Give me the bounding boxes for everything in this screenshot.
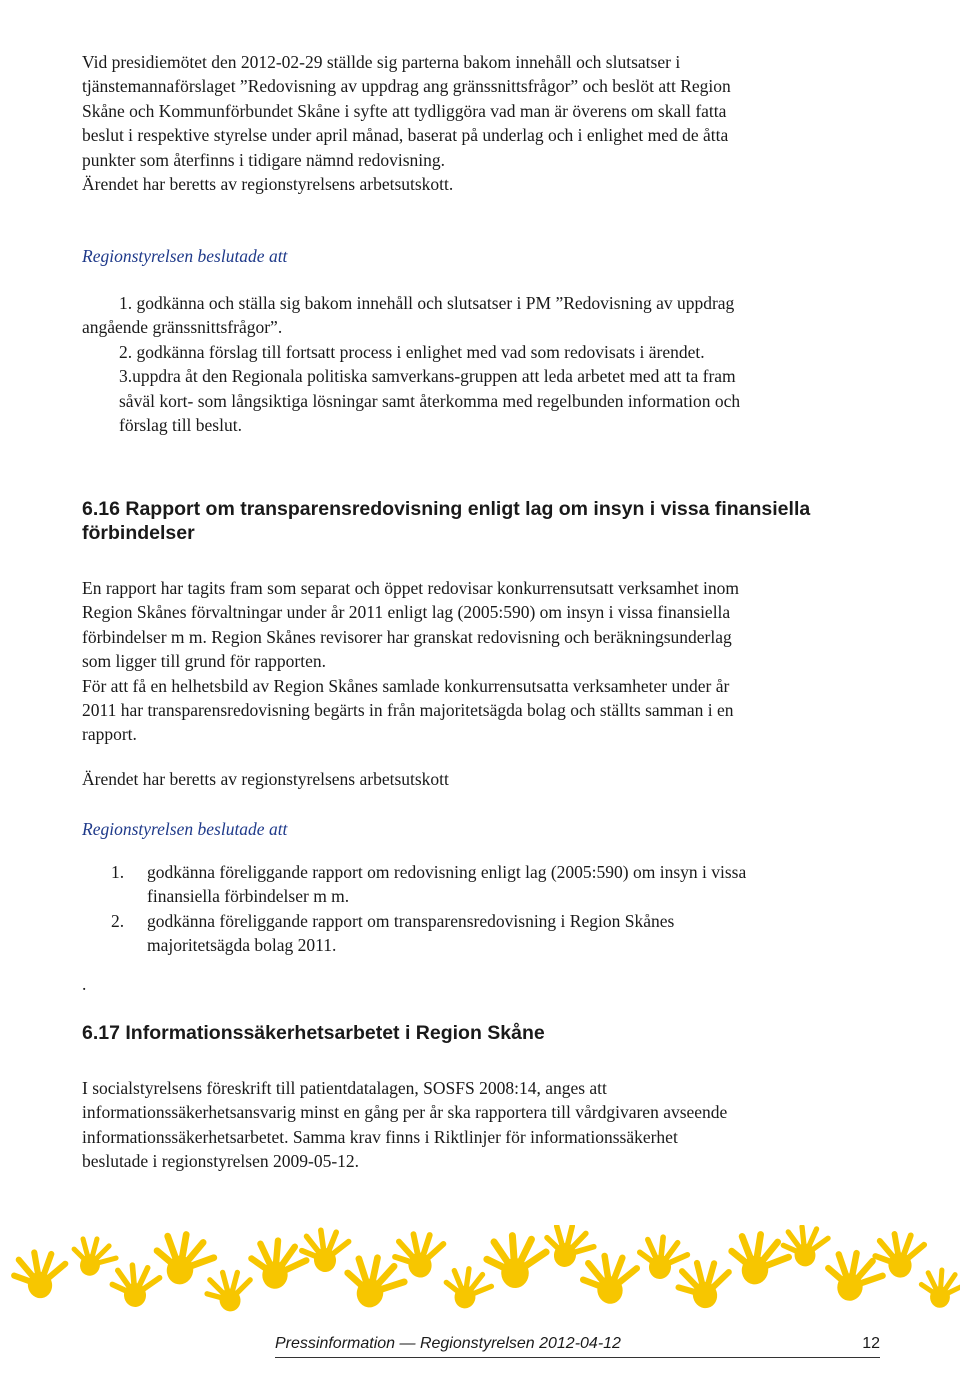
body-line: I socialstyrelsens föreskrift till patientdatalagen, SOSFS 2008:14, anges att (82, 1078, 607, 1098)
list-item-line: godkänna föreliggande rapport om redovisning enligt lag (2005:590) om insyn i vissa (147, 862, 747, 882)
decision-item-line: såväl kort- som långsiktiga lösningar samt återkomma med regelbunden information och (119, 390, 741, 411)
heading-line: förbindelser (82, 522, 195, 544)
hand-print (68, 1234, 119, 1282)
hand-print (443, 1266, 493, 1312)
hand-prints (11, 1225, 960, 1316)
hand-print (11, 1248, 71, 1303)
hand-print (674, 1256, 736, 1314)
list-item-text (147, 860, 887, 909)
hand-print (727, 1230, 791, 1289)
list-item-line: godkänna föreliggande rapport om transparensredovisning i Region Skånes (147, 911, 675, 931)
list-item-text (147, 909, 887, 958)
page-footer (275, 1334, 880, 1354)
body-line: beslutade i regionstyrelsen 2009-05-12. (82, 1151, 360, 1172)
hand-print (299, 1227, 352, 1275)
body-line: som ligger till grund för rapporten. (82, 651, 326, 672)
body-line: För att få en helhetsbild av Region Skånes samlade konkurrensutsatta verksamheter under år (82, 675, 730, 696)
decision-label: Regionstyrelsen beslutade att (82, 246, 288, 266)
intro-line: Skåne och Kommunförbundet Skåne i syfte att tydliggöra vad man är överens om skall fatta (82, 100, 727, 121)
decision-item-line: 2. godkänna förslag till fortsatt process i enlighet med vad som redovisats i ärendet. (119, 341, 705, 362)
section-616-body (82, 576, 912, 747)
intro-paragraph (82, 50, 902, 196)
hand-print (485, 1233, 548, 1290)
decision-list (0, 860, 960, 960)
section-617-heading: 6.17 Informationssäkerhetsarbetet i Region Skåne (82, 1022, 545, 1044)
intro-line: Ärendet har beretts av regionstyrelsens arbetsutskott. (82, 174, 454, 195)
hand-print (580, 1251, 642, 1307)
body-line: 2011 har transparensredovisning begärts in från majoritetsägda bolag och ställts samman i en (82, 700, 734, 721)
hand-print (152, 1230, 217, 1290)
decision-label: Regionstyrelsen beslutade att (82, 819, 288, 839)
body-line: förbindelser m m. Region Skånes revisorer har granskat redovisning och beräkningsunderlag (82, 626, 732, 647)
footer-title: Pressinformation — Regionstyrelsen 2012-04-12 (275, 1335, 621, 1352)
hands-decoration (0, 1225, 960, 1340)
stray-dot: . (82, 974, 87, 994)
intro-line: punkter som återfinns i tidigare nämnd redovisning. (82, 149, 446, 170)
heading-line: 6.16 Rapport om transparensredovisning enligt lag om insyn i vissa finansiella (82, 498, 811, 520)
hand-print (342, 1252, 408, 1313)
decision-item-line: förslag till beslut. (119, 415, 242, 436)
body-line: En rapport har tagits fram som separat och öppet redovisar konkurrensutsatt verksamhet inom (82, 578, 740, 598)
hand-print (920, 1269, 960, 1310)
list-item-line: finansiella förbindelser m m. (147, 886, 350, 907)
list-number: 2. (111, 911, 125, 931)
hand-print (249, 1238, 308, 1291)
body-line: Region Skånes förvaltningar under år 2011 enligt lag (2005:590) om insyn i vissa finansiella (82, 602, 731, 623)
section-616-heading (82, 497, 912, 545)
list-item-line: majoritetsägda bolag 2011. (147, 935, 337, 956)
decision-list (82, 291, 902, 437)
body-line: informationssäkerhetsarbetet. Samma krav finns i Riktlinjer för informationssäkerhet (82, 1126, 678, 1147)
hand-print (391, 1229, 449, 1283)
intro-line: beslut i respektive styrelse under april månad, baserat på underlag och i enlighet med de åtta (82, 125, 729, 146)
section-617-body (82, 1076, 912, 1174)
list-number: 1. (111, 862, 125, 882)
hand-print (203, 1266, 257, 1316)
intro-line: Vid presidiemötet den 2012-02-29 ställde sig parterna bakom innehåll och slutsatser i (82, 52, 681, 72)
footer-rule (275, 1357, 880, 1358)
body-line: informationssäkerhetsansvarig minst en gång per år ska rapportera till vårdgivaren avseende (82, 1102, 728, 1123)
intro-line: tjänstemannaförslaget ”Redovisning av uppdrag ang gränssnittsfrågor” och beslöt att Region (82, 76, 731, 97)
decision-item-line: 3.uppdra åt den Regionala politiska samverkans-gruppen att leda arbetet med att ta fram (119, 366, 736, 387)
decision-item-line: 1. godkänna och ställa sig bakom innehåll och slutsatser i PM ”Redovisning av uppdrag (119, 293, 735, 313)
hand-print (111, 1263, 162, 1309)
hand-print (782, 1225, 831, 1268)
prepared-statement: Ärendet har beretts av regionstyrelsens arbetsutskott (82, 769, 449, 789)
decision-item-line: angående gränssnittsfrågor”. (82, 317, 283, 338)
body-line: rapport. (82, 724, 137, 745)
page-number: 12 (862, 1335, 880, 1352)
